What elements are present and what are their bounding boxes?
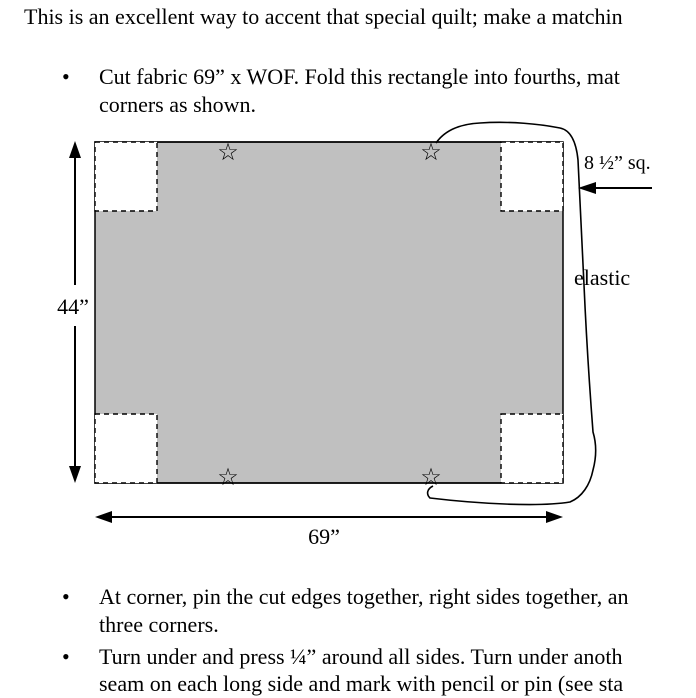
bullet-2-line-1: At corner, pin the cut edges together, right sides together, an — [99, 584, 629, 609]
bullet-marker: • — [62, 644, 70, 669]
width-label: 69” — [308, 524, 340, 549]
star-icon: ☆ — [420, 140, 442, 166]
intro-text: This is an excellent way to accent that special quilt; make a matchin — [24, 4, 623, 29]
corner-square-bottom-left — [95, 414, 157, 483]
corner-square-top-right — [501, 142, 563, 211]
corner-square-top-left — [95, 142, 157, 211]
elastic-label: elastic — [574, 265, 631, 290]
star-icon: ☆ — [420, 465, 442, 491]
bullet-2-line-2: three corners. — [99, 612, 219, 637]
width-dimension-arrow — [95, 511, 563, 523]
bullet-3-line-2: seam on each long side and mark with pencil or pin (see sta — [99, 671, 624, 696]
square-size-label: 8 ½” sq. — [584, 152, 651, 174]
bullet-marker: • — [62, 64, 70, 89]
square-pointer-arrow — [578, 182, 652, 194]
star-icon: ☆ — [217, 465, 239, 491]
bullet-marker: • — [62, 584, 70, 609]
height-label: 44” — [57, 294, 89, 319]
fabric-rectangle — [95, 142, 563, 483]
bullet-1-line-2: corners as shown. — [99, 92, 257, 117]
bullet-3-line-1: Turn under and press ¼” around all sides. Turn under anoth — [99, 644, 623, 669]
star-icon: ☆ — [217, 140, 239, 166]
corner-square-bottom-right — [501, 414, 563, 483]
bullet-1-line-1: Cut fabric 69” x WOF. Fold this rectangle into fourths, mat — [99, 64, 620, 89]
